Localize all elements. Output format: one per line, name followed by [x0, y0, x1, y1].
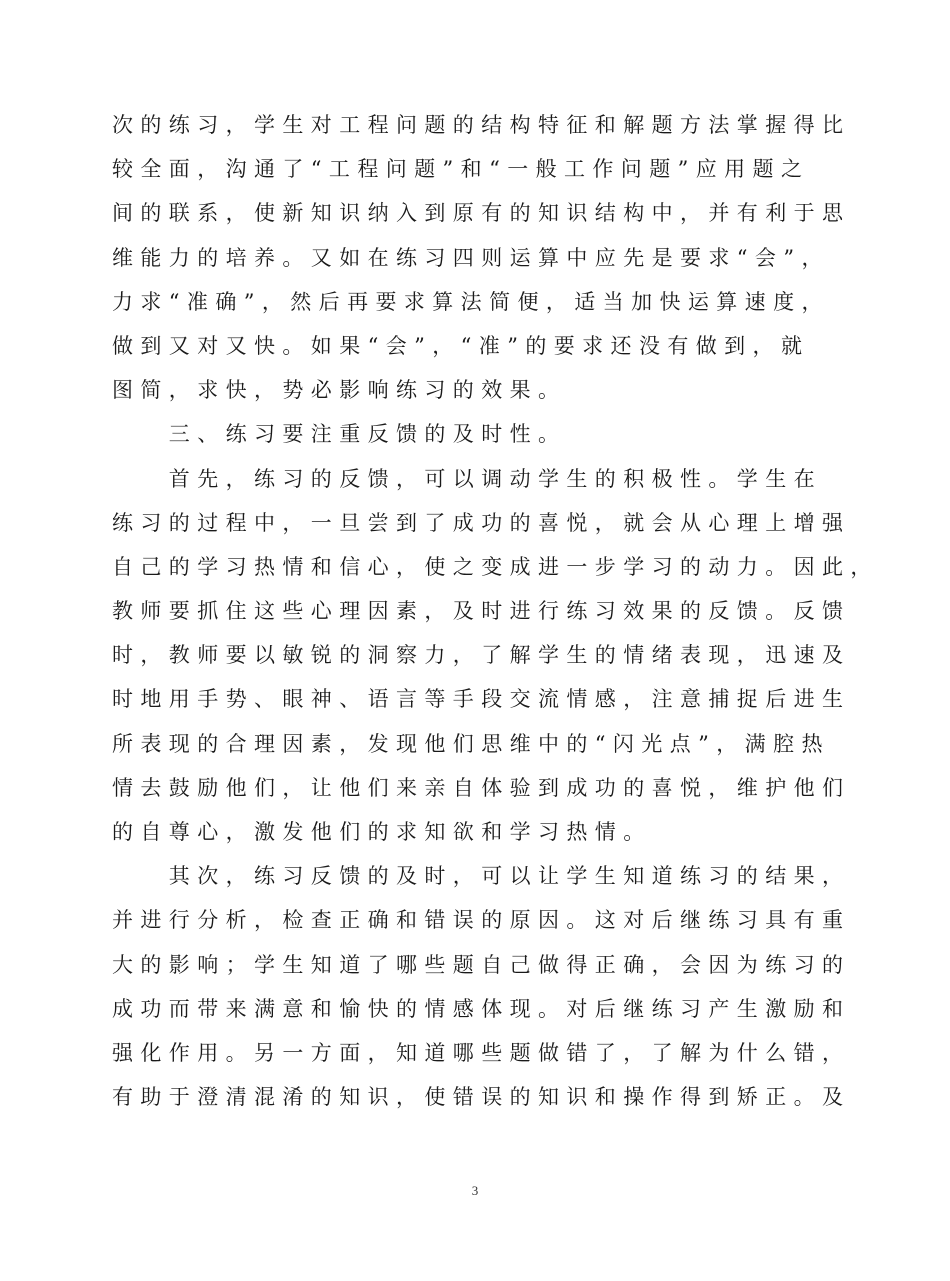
text-line: 做到又对又快。如果“会”，“准”的要求还没有做到，就: [112, 333, 810, 358]
text-line: 练习的过程中，一旦尝到了成功的喜悦，就会从心理上增强: [112, 510, 851, 535]
text-line: 有助于澄清混淆的知识，使错误的知识和操作得到矫正。及: [112, 1085, 851, 1110]
text-line: 所表现的合理因素，发现他们思维中的“闪光点”，满腔热: [112, 731, 830, 756]
section-heading: 三、练习要注重反馈的及时性。: [112, 422, 567, 447]
text-line: 较全面，沟通了“工程问题”和“一般工作问题”应用题之: [112, 157, 810, 182]
text-line: 并进行分析，检查正确和错误的原因。这对后继练习具有重: [112, 908, 851, 933]
text-line: 次的练习，学生对工程问题的结构特征和解题方法掌握得比: [112, 113, 851, 137]
text-line: 其次，练习反馈的及时，可以让学生知道练习的结果，: [112, 864, 851, 889]
text-line: 情去鼓励他们，让他们来亲自体验到成功的喜悦，维护他们: [112, 775, 851, 800]
text-line: 成功而带来满意和愉快的情感体现。对后继练习产生激励和: [112, 996, 851, 1021]
text-line: 大的影响；学生知道了哪些题自己做得正确，会因为练习的: [112, 952, 851, 977]
text-line: 首先，练习的反馈，可以调动学生的积极性。学生在: [112, 466, 822, 491]
text-line: 时地用手势、眼神、语言等手段交流情感，注意捕捉后进生: [112, 687, 851, 712]
page-number: 3: [471, 1183, 479, 1198]
text-line: 力求“准确”，然后再要求算法简便，适当加快运算速度，: [112, 289, 830, 314]
text-line: 自己的学习热情和信心，使之变成进一步学习的动力。因此，: [112, 554, 879, 579]
text-line: 图简，求快，势必影响练习的效果。: [112, 378, 567, 403]
text-line: 教师要抓住这些心理因素，及时进行练习效果的反馈。反馈: [112, 599, 851, 624]
text-line: 的自尊心，激发他们的求知欲和学习热情。: [112, 820, 652, 844]
text-line: 强化作用。另一方面，知道哪些题做错了，了解为什么错，: [112, 1040, 851, 1065]
text-line: 间的联系，使新知识纳入到原有的知识结构中，并有利于思: [112, 201, 851, 226]
text-line: 维能力的培养。又如在练习四则运算中应先是要求“会”，: [112, 245, 830, 270]
body-text: [112, 103, 890, 1119]
text-line: 时，教师要以敏锐的洞察力，了解学生的情绪表现，迅速及: [112, 643, 851, 668]
